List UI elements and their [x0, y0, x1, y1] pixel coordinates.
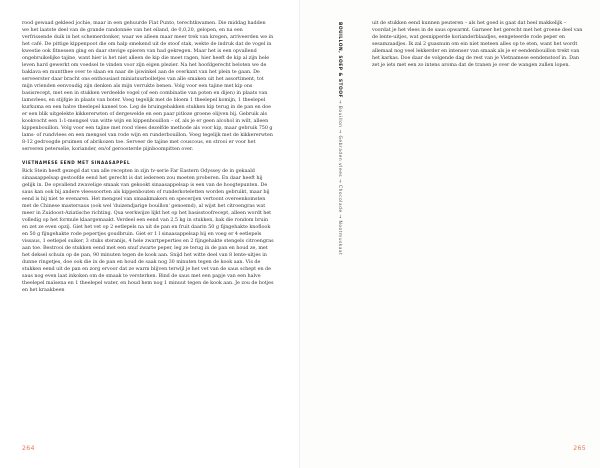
left-text-column [22, 20, 274, 294]
page-number-right: 265 [573, 445, 586, 452]
body-paragraph: rood gewaad gekleed jochie, maar in een gehuurde Fiat Punto, terechtkwamen. Die middag hadden we het laatste deel van de grande randonnée van het eiland, de 0,0,20, gelopen, en na een verfrissende duik in het schemerdonker, waar we alleen maar meer trek van kregen, arriveerden we in het café. De pittige kippenpoot die om halp smekend uit de stoof stak, wekte de indruk dat de vogel in kwestie ook fitnessen ging en daar stevige spieren van had gekregen. Maar het is een opvallend ongebruikelijke tajine, want hier is het niet alleen de kip die moet ragen, hier heeft de kip al zijn hele leven hard gewerkt om voedsel te vinden voor zijn eigen plezier. Na het hoofdgerecht beloten we de baklava en muntthee over te slaan en naar de ijswinkel aan de overkant van het plein te gaan. De serveerster daar bracht ons enthousiast miniatuurbolletjes van alle smaken uit het assortiment, tot mijn vrienden eenvoudig zijn denken als mijn verrukte benen. Volg voor een tajine met kip ons basisrecept, met een in stukken verdeelde vogel (of een combinatie van poten en dijen) in plaats van lamsvlees, en stijfgie in plaats van boter. Voeg tegelijk met de bloem 1 theelepel komijn, 1 theelepel kurkuma en een halve theelepel kaneel toe. Leg de bruingebakken stukken kip terug in de pan en doe er een blik uitgelekte kikkererwten of dergewelde en een paar pitloze groene olijven bij. Gebruik als kookvocht een 1:1-mengsel van witte wijn en kippenbouillon – of, als je er geen alcohol in wilt, alleen kippenbouillon. Volg voor een tajine met rood vlees dezelfde methode als voor kip, maar gebruik 750 g lams- of rundvlees en een mengsel van rode wijn en runderbouillon. Voeg tegelijk met de kikkererwten 8-12 gedroogde pruimen of abrikozen toe. Serveer de tajine met couscous, en strooi er voor het serveren peterselie, koriander, en/of geroosterde pijnboompitten over. [22, 20, 274, 152]
running-head [337, 22, 342, 255]
running-head-section: BOUILLON, SOEP & STOOF [337, 22, 342, 98]
page-number-left: 264 [22, 445, 35, 452]
body-paragraph: Rick Stein heeft gezegd dat van alle recepten in zijn tv-serie Far Eastern Odyssey de in gekaald sinaasappelsap gestoofde eend het gerecht is dat iedereen zou moeten proberen. En daar heeft hij gelijk in. De opvallend zwavelige smaak van gekookt sinaasappelsap is een van de hoogtepunten. De saus kan ook bij andere vleessoorten als kippenbouten of runderkoteletten worden gebruikt, maar bij eend is hij niet te evenaren. Het mengsel van smaakmakers en specerijen vertoont overeenkomsten met de Chinese mastersaus (ook wel 'duizendjarige bouillon' genoemd), al wijst het citroengras wat meer in Zuidoost-Aziatische richting. Qua werkwijze lijkt het op het basisstoofrecept, alleen wordt het volledig op het formule klaargemaakt. Verdeel een eend van 2,5 kg in stukken, bak die rondom bruin en zet ze even opzij. Giet het vet op 2 eetlepels na uit de pan en fruit daarin 50 g fijngehakte knoflook en 50 g fijngehakte rode pepertjes goudbruin. Giet er 1 l sinaasappelsap bij en voeg er 4 eetlepels vissaus, 1 eetlepel suiker, 3 stuks steranijs, 4 hele zwartpeperties en 2 fijngehakte stengels citroengras aan toe. Bestrooi de stukken eend met een snuf zwarte peper, leg ze terug in de pan en houd ze, met het deksel schuin op de pan, 90 minuten tegen de kook aan. Snijd het witte deel van 8 lente-uitjes in dunne ringetjes, doe ook die in de pan en houd de saak nog 30 minuten tegen de kook aan. Vis de stukken eend uit de pan en zorg ervoor dat ze warm blijven terwijl je het vet van de saus schept en de saus nog even laat inkoken om de smaak te versterken. Bind de saus met een papje van een halve theelepel maïsena en 1 theelepel water, en houd hem nog 1 minuut tegen de kook aan. Je zou de botjes en het kraakbeen [22, 168, 274, 293]
right-page [300, 0, 600, 468]
body-paragraph: uit de stukken eend kunnen peuteren – als het goed is gaat dat heel makkelijk – voordat je het vlees in de saus opwarmt. Garneer het gerecht met het groene deel van de lente-uitjes, wat gesnipperde korianderblaadjes, eengeteerde rode peper en sesamzaadjes. Ik zal 2 guasnum om ein niet meteen alles op te eten, want het wordt allemaal nog veel lekkerder en intenser van smaak als je er eendenbouillon trekt van het karkas. Doe daar de volgende dag de rest van je Vietnamese eendenstoof in. Dan zet je iets met een zo intens aroma dat de tranen je over de wangen zullen lopen. [372, 20, 583, 68]
running-head-trail: → Bouillon → Gebraden vlees → Chocolade → Nootmuskaat [337, 97, 342, 256]
recipe-heading: VIETNAMESE EEND MET SINAASAPPEL [22, 160, 131, 165]
right-text-column [372, 20, 586, 69]
